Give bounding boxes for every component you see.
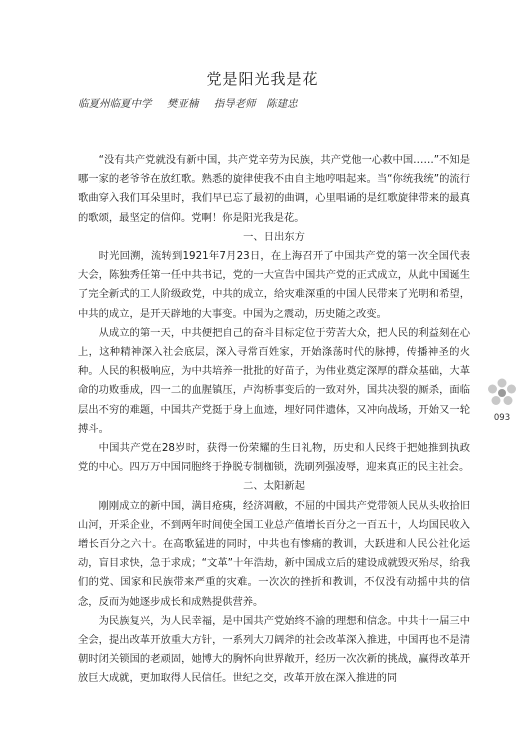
- flower-icon: [487, 378, 517, 408]
- body-paragraph: 为民族复兴，为人民幸福，是中国共产党始终不渝的理想和信念。中共十一届三中全会，提出改革开放重大方针，一系列大刀阔斧的社会改革深入推进，中国再也不是清朝时闭关锁国的老顽固，她博大的胸怀向世界敞开，经历一次次新的挑战，赢得改革开放巨大成就，更加取得人民信任。世纪之交，改革开放在深入推进的同: [78, 614, 470, 685]
- section-heading: 二、太阳新起: [243, 480, 305, 493]
- page-number: 093: [493, 413, 511, 423]
- body-paragraph: 中国共产党在28岁时，获得一份荣耀的生日礼物，历史和人民终于把她推到执政党的中心。四万万中国同胞终于挣脱专制枷锁，洗刷列强凌辱，迎来真正的民主社会。: [78, 442, 470, 474]
- school-name: 临夏州临夏中学: [78, 98, 152, 110]
- body-paragraph: “没有共产党就没有新中国，共产党辛劳为民族，共产党他一心救中国……”不知是哪一家的老爷爷在放红歌。熟悉的旋律使我不由自主地哼唱起来。当“你统我统”的流行歌曲穿入我们耳朵里时，我们早已忘了最初的曲调，心里唱诵的是红歌旋律带来的最真的歌颂，最坚定的信仰。党啊！你是阳光我是花。: [78, 154, 470, 224]
- byline: [78, 96, 310, 111]
- page-number-ornament: [487, 378, 517, 423]
- advisor-name: 指导老师 陈建忠: [213, 98, 298, 110]
- body-paragraph: 时光回溯，流转到1921年7月23日，在上海召开了中国共产党的第一次全国代表大会，陈独秀任第一任中共书记，党的一大宣告中国共产党的正式成立，从此中国诞生了完全新式的工人阶级政党，中共的成立，给灾难深重的中国人民带来了光明和希望，中共的成立，是开天辟地的大事变。中国为之震动，历史随之改变。: [78, 250, 470, 320]
- body-paragraph: 刚刚成立的新中国，满目疮痍，经济凋敝，不屈的中国共产党带领人民从头收拾旧山河，开采企业，不到两年时间使全国工业总产值增长百分之一百五十，人均国民收入增长百分之六十。在高歌猛进的同时，中共也有惨痛的教训，大跃进和人民公社化运动，盲目求快，急于求成；“文革”十年浩劫，新中国成立后的建设成就毁灭殆尽，给我们的党、国家和民族带来严重的灾难。一次次的挫折和教训，不仅没有动摇中共的信念，反而为她逐步成长和成熟提供营养。: [78, 499, 470, 608]
- body-paragraph: 从成立的第一天，中共便把自己的奋斗目标定位于劳苦大众，把人民的利益刻在心上，这种精神深入社会底层，深入寻常百姓家，开始涤荡时代的脉搏，传播神圣的火种。人民的积极响应，为中共培养一批批的好苗子，为伟业奠定深厚的群众基础，大革命的功败垂成，四一二的血腥镇压，卢沟桥事变后的一致对外，国共决裂的厮杀，面临层出不穷的难题，中国共产党挺于身上血迹，埋好同伴遗体，又冲向战场，开始又一轮搏斗。: [78, 326, 470, 435]
- article-body: [78, 151, 470, 689]
- article-title: 党是阳光我是花: [206, 70, 319, 88]
- author-name: 樊亚楠: [166, 98, 199, 110]
- section-heading: 一、日出东方: [243, 230, 305, 243]
